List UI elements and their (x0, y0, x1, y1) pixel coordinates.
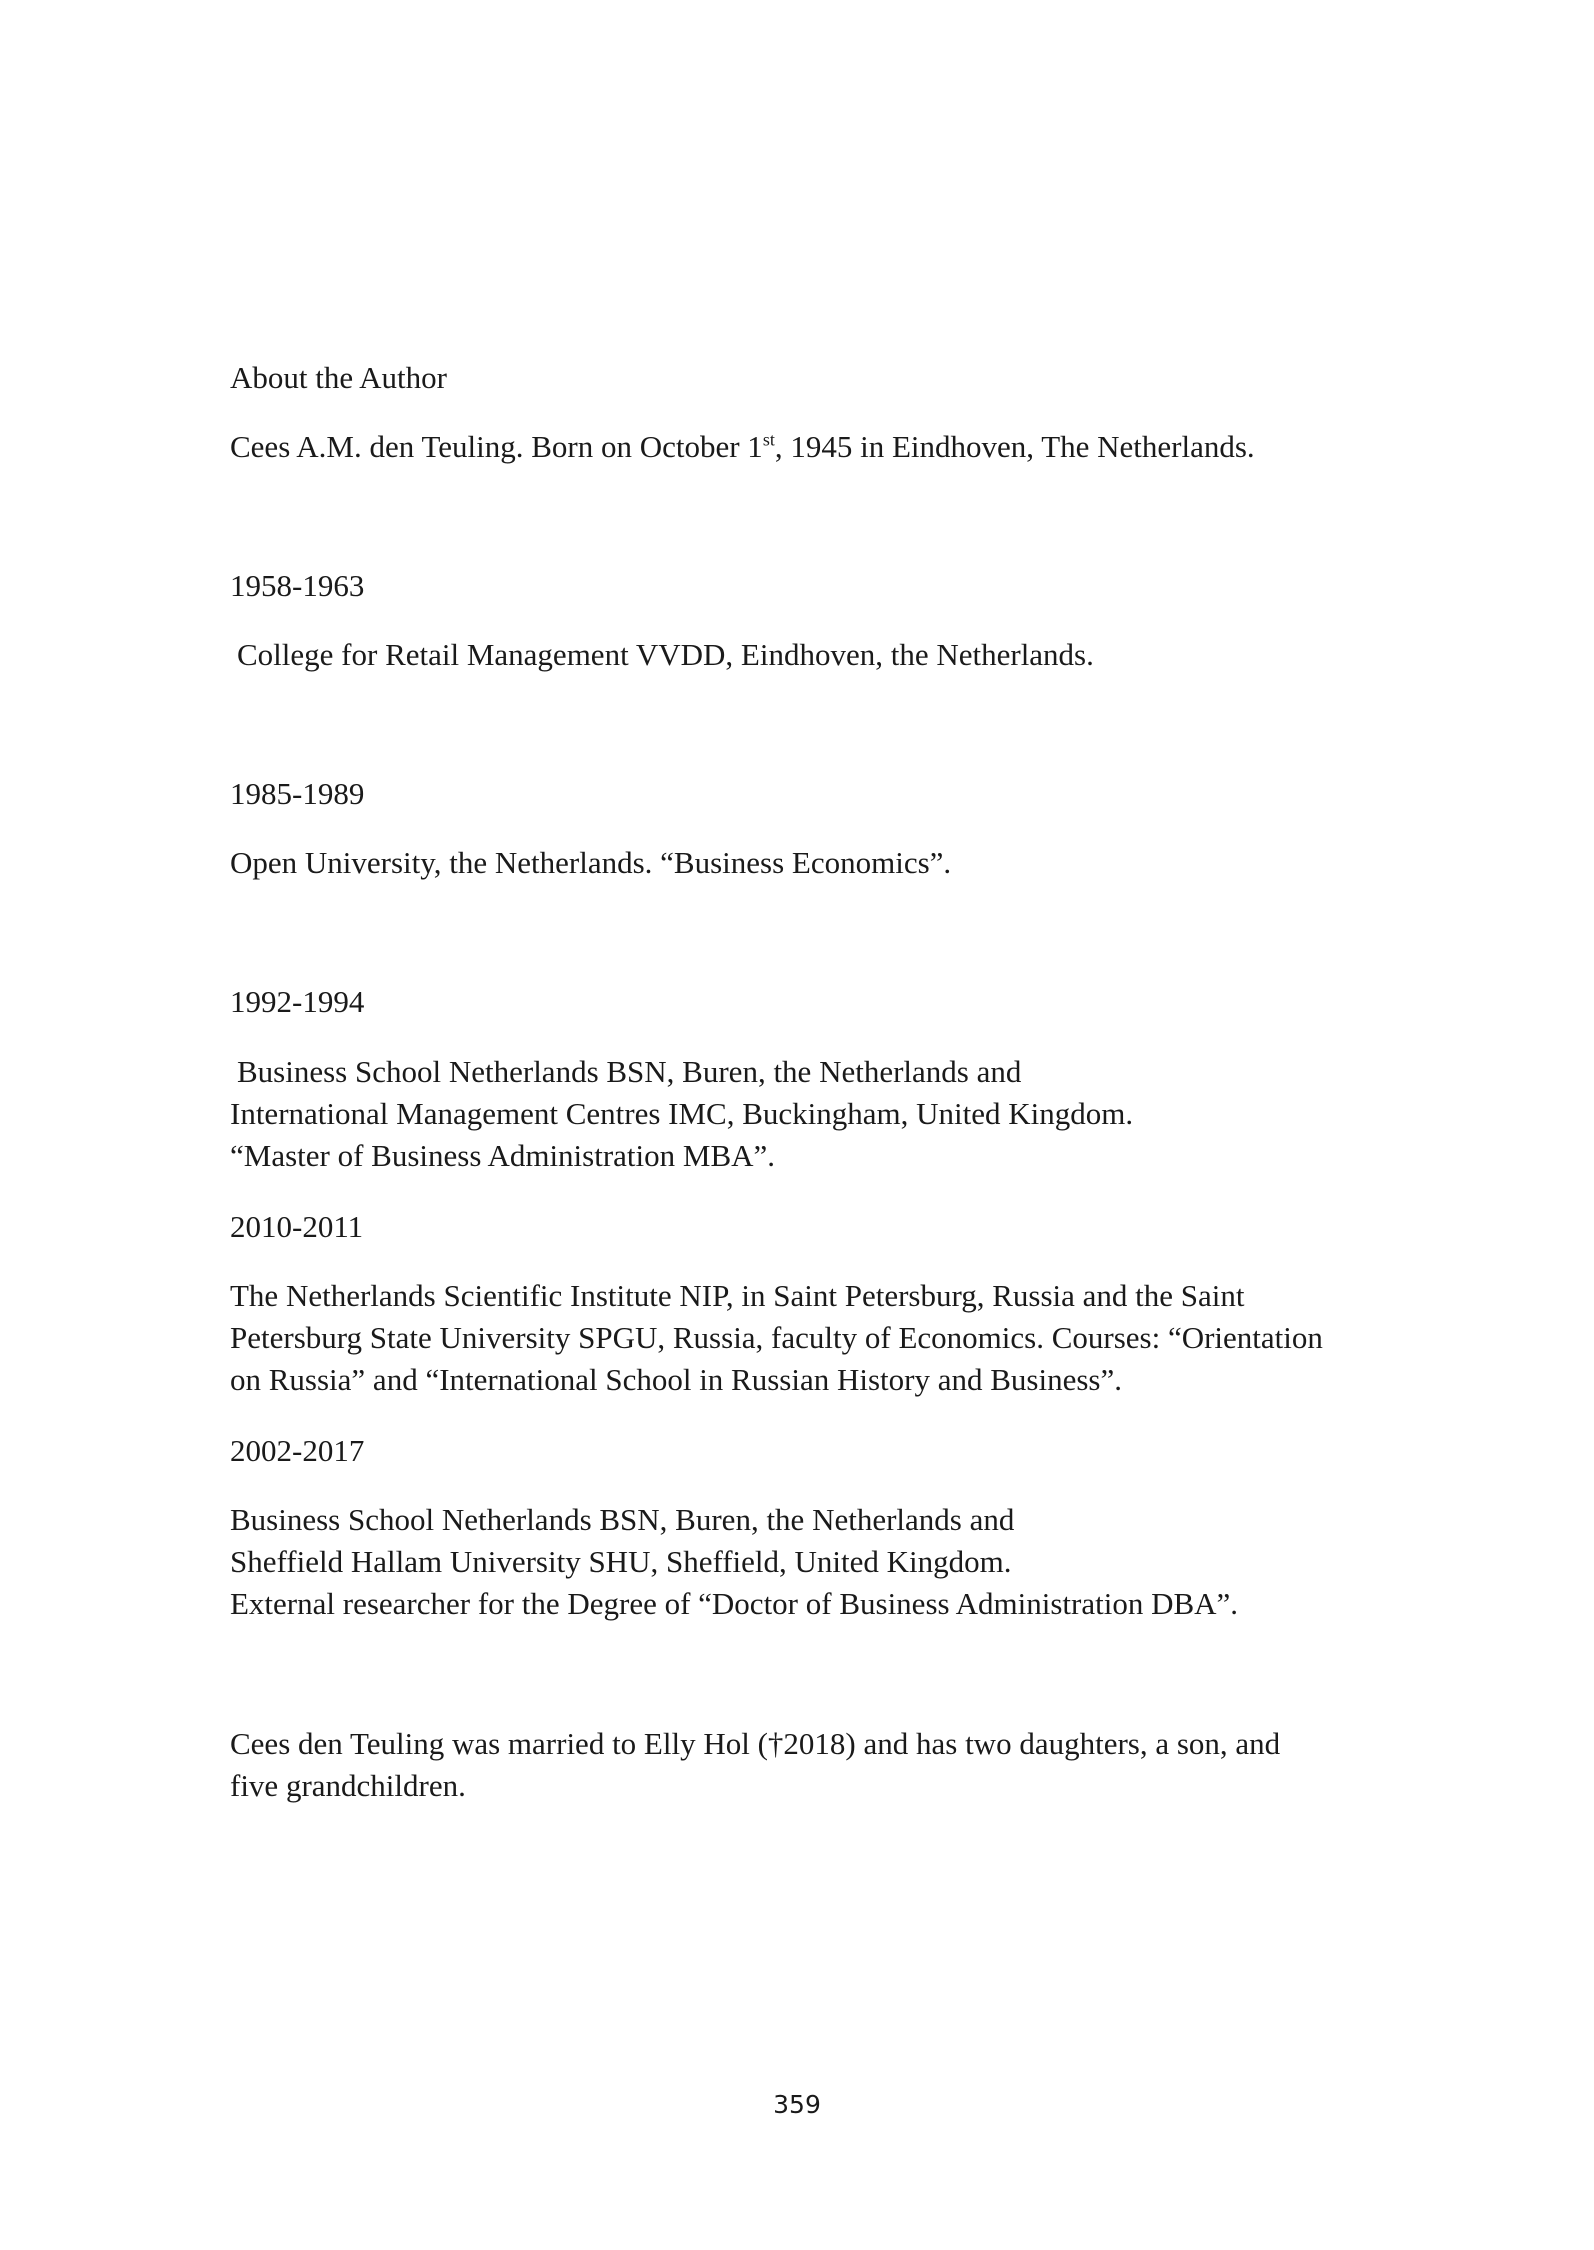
entry-years: 1985-1989 (230, 776, 365, 811)
entry-description (230, 1051, 1133, 1177)
entry-description (230, 1499, 1238, 1625)
entry-line: Business School Netherlands BSN, Buren, the Netherlands and (230, 1502, 1015, 1537)
entry-years: 2010-2011 (230, 1209, 364, 1244)
entry-line: International Management Centres IMC, Buckingham, United Kingdom. (230, 1096, 1134, 1131)
entry-line: Sheffield Hallam University SHU, Sheffield, United Kingdom. (230, 1544, 1012, 1579)
intro-text-continued: , 1945 in Eindhoven, The Netherlands. (774, 429, 1255, 464)
family-paragraph (230, 1723, 1280, 1807)
author-intro (230, 426, 1255, 468)
entry-description (230, 1275, 1323, 1401)
intro-text: Cees A.M. den Teuling. Born on October 1 (230, 429, 763, 464)
entry-description: College for Retail Management VVDD, Eindhoven, the Netherlands. (237, 637, 1094, 672)
entry-years: 1992-1994 (230, 984, 365, 1019)
entry-line: on Russia” and “International School in Russian History and Business”. (230, 1362, 1122, 1397)
entry-line: The Netherlands Scientific Institute NIP, in Saint Petersburg, Russia and the Saint (230, 1278, 1245, 1313)
intro-ordinal-suffix: st (762, 429, 775, 450)
entry-line: External researcher for the Degree of “Doctor of Business Administration DBA”. (230, 1586, 1239, 1621)
entry-years: 2002-2017 (230, 1433, 365, 1468)
entry-line: Petersburg State University SPGU, Russia, faculty of Economics. Courses: “Orientation (230, 1320, 1323, 1355)
entry-line: Business School Netherlands BSN, Buren, the Netherlands and (237, 1054, 1022, 1089)
paragraph-line: Cees den Teuling was married to Elly Hol (†2018) and has two daughters, a son, and (230, 1726, 1281, 1761)
page-number: 359 (773, 2090, 821, 2119)
entry-years: 1958-1963 (230, 568, 365, 603)
paragraph-line: five grandchildren. (230, 1768, 466, 1803)
entry-description: Open University, the Netherlands. “Business Economics”. (230, 845, 952, 880)
section-heading: About the Author (230, 360, 447, 395)
entry-line: “Master of Business Administration MBA”. (230, 1138, 776, 1173)
